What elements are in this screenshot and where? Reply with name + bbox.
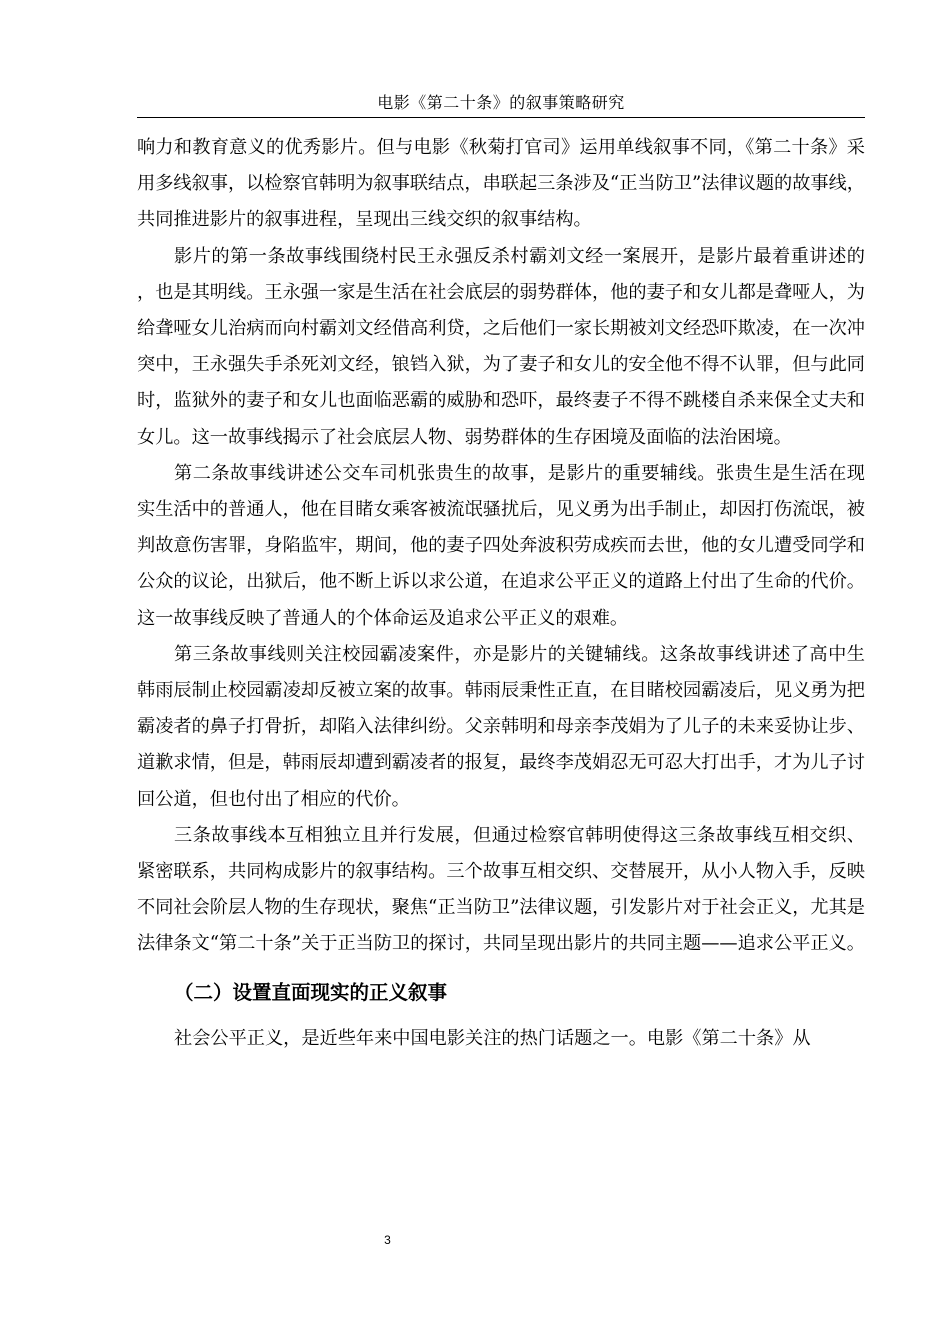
paragraph-storyline-one: 影片的第一条故事线围绕村民王永强反杀村霸刘文经一案展开，是影片最着重讲述的，也是其明线。王永强一家是生活在社会底层的弱势群体，他的妻子和女儿都是聋哑人，为给聋哑女儿治病而向村霸刘文经借高利贷，之后他们一家长期被刘文经恐吓欺凌，在一次冲突中，王永强失手杀死刘文经，锒铛入狱，为了妻子和女儿的安全他不得不认罪，但与此同时，监狱外的妻子和女儿也面临恶霸的威胁和恐吓，最终妻子不得不跳楼自杀来保全丈夫和女儿。这一故事线揭示了社会底层人物、弱势群体的生存困境及面临的法治困境。 <box>137 245 865 448</box>
page-number: 3 <box>384 1233 391 1247</box>
paragraph-continuation: 响力和教育意义的优秀影片。但与电影《秋菊打官司》运用单线叙事不同，《第二十条》采用多线叙事，以检察官韩明为叙事联结点，串联起三条涉及“正当防卫”法律议题的故事线，共同推进影片的叙事进程，呈现出三线交织的叙事结构。 <box>137 137 865 231</box>
header-divider <box>137 117 865 118</box>
body-text <box>137 130 865 1057</box>
paragraph-section-intro: 社会公平正义，是近些年来中国电影关注的热门话题之一。电影《第二十条》从 <box>174 1027 811 1049</box>
paragraph-storyline-two: 第二条故事线讲述公交车司机张贵生的故事，是影片的重要辅线。张贵生是生活在现实生活中的普通人，他在目睹女乘客被流氓骚扰后，见义勇为出手制止，却因打伤流氓，被判故意伤害罪，身陷监牢，期间，他的妻子四处奔波积劳成疾而去世，他的女儿遭受同学和公众的议论，出狱后，他不断上诉以求公道，在追求公平正义的道路上付出了生命的代价。这一故事线反映了普通人的个体命运及追求公平正义的艰难。 <box>137 462 865 629</box>
page-header-title: 电影《第二十条》的叙事策略研究 <box>377 93 625 112</box>
paragraph-structure-summary: 三条故事线本互相独立且并行发展，但通过检察官韩明使得这三条故事线互相交织、紧密联系，共同构成影片的叙事结构。三个故事互相交织、交替展开，从小人物入手，反映不同社会阶层人物的生存现状，聚焦“正当防卫”法律议题，引发影片对于社会正义，尤其是法律条文“第二十条”关于正当防卫的探讨，共同呈现出影片的共同主题——追求公平正义。 <box>137 824 865 955</box>
section-heading: （二）设置直面现实的正义叙事 <box>174 980 448 1004</box>
paragraph-storyline-three: 第三条故事线则关注校园霸凌案件，亦是影片的关键辅线。这条故事线讲述了高中生韩雨辰制止校园霸凌却反被立案的故事。韩雨辰秉性正直，在目睹校园霸凌后，见义勇为把霸凌者的鼻子打骨折，却陷入法律纠纷。父亲韩明和母亲李茂娟为了儿子的未来妥协让步、道歉求情，但是，韩雨辰却遭到霸凌者的报复，最终李茂娟忍无可忍大打出手，才为儿子讨回公道，但也付出了相应的代价。 <box>137 643 865 810</box>
